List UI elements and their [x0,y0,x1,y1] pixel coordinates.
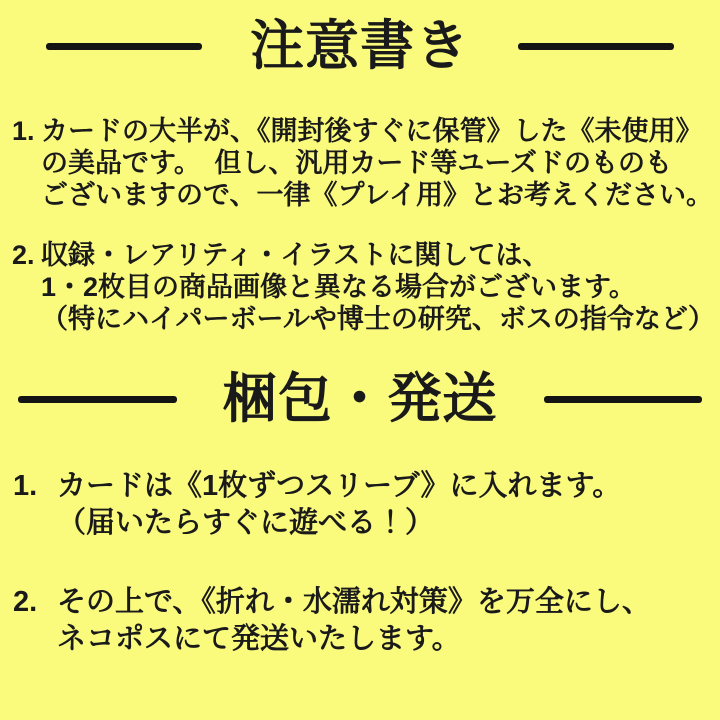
item-line: ネコポスにて発送いたします。 [57,623,461,655]
item-line: の美品です。 但し、汎用カード等ユーズドのものも [41,148,672,178]
item-number: 2. [12,240,35,270]
section-notice [0,14,720,335]
notice-item-1 [0,115,720,211]
notice-list [0,115,720,335]
shipping-item-1 [0,468,720,542]
item-line: 1・2枚目の商品画像と異なる場合がございます。 [41,272,636,302]
item-text [57,468,621,542]
section-shipping [0,367,720,658]
heading-rule-right [544,396,703,403]
item-line: （特にハイパーボールや博士の研究、ボスの指令など） [41,304,715,334]
notice-item-2 [0,239,720,335]
item-text [41,239,715,335]
item-line: ございますので、一律《プレイ用》とお考えください。 [41,180,714,210]
item-number: 2. [13,586,38,618]
heading-rule-left [18,396,177,403]
item-number: 1. [13,470,38,502]
item-line: 収録・レアリティ・イラストに関しては、 [41,240,550,270]
item-line: カードの大半が、《開封後すぐに保管》した《未使用》 [41,116,703,146]
item-line: （届いたらすぐに遊べる！） [57,507,435,539]
section-title-notice: 注意書き [250,16,470,76]
heading-rule-right [518,43,674,50]
heading-notice [46,14,674,79]
shipping-list [0,468,720,658]
item-text [57,584,651,658]
item-text [41,115,713,211]
shipping-item-2 [0,584,720,658]
item-number: 1. [12,116,35,146]
heading-shipping [18,367,702,432]
section-title-shipping: 梱包・発送 [222,369,498,429]
item-line: その上で、《折れ・水濡れ対策》を万全にし、 [57,586,651,618]
item-line: カードは《1枚ずつスリーブ》に入れます。 [57,470,622,502]
heading-rule-left [46,43,202,50]
